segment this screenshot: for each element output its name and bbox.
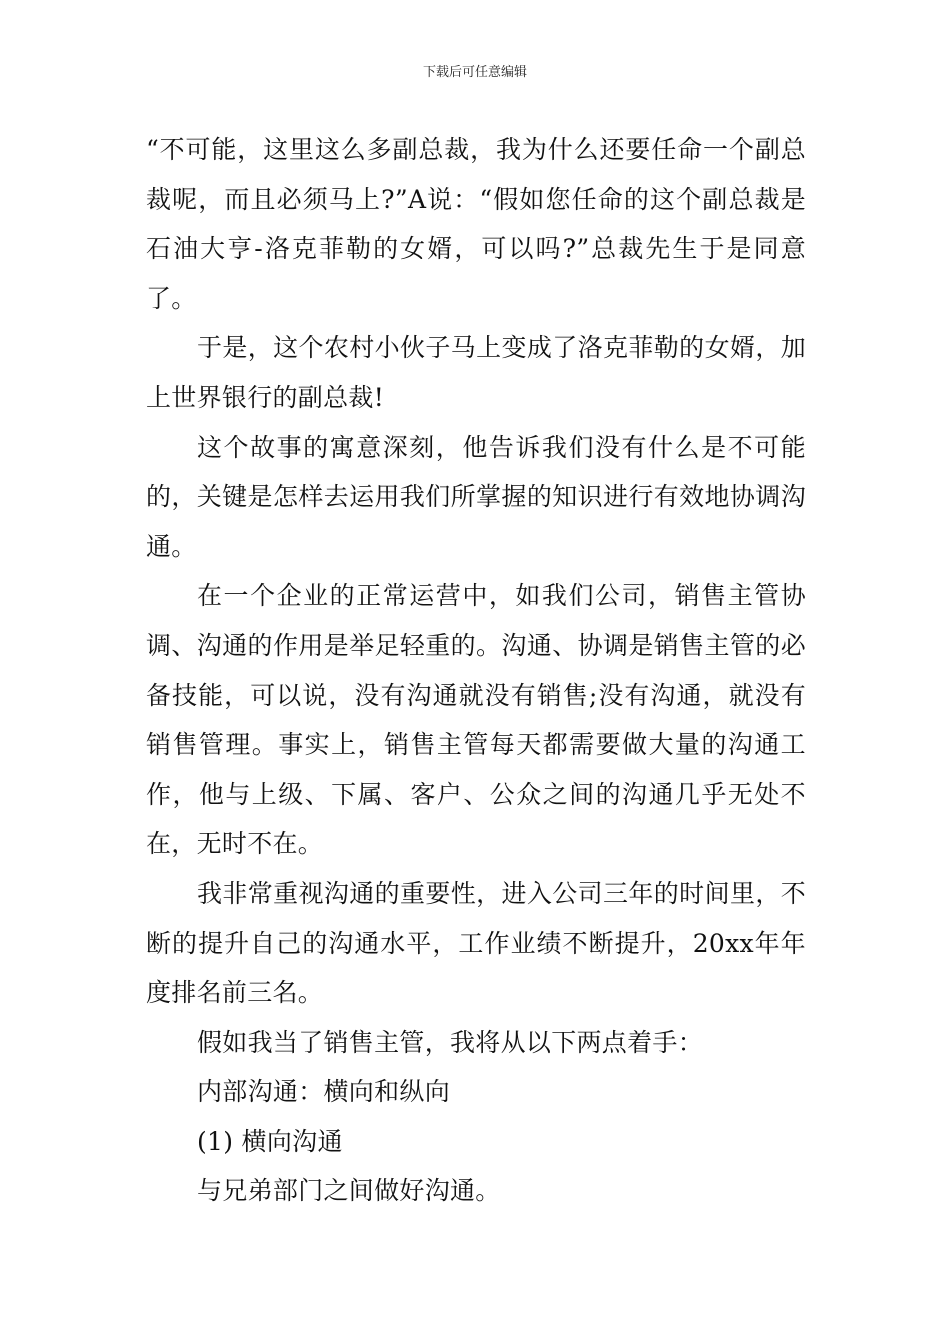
paragraph-2: 于是，这个农村小伙子马上变成了洛克菲勒的女婿，加上世界银行的副总裁!	[146, 333, 806, 412]
paragraph-5: 我非常重视沟通的重要性，进入公司三年的时间里，不断的提升自己的沟通水平，工作业绩不断提升，20xx年年度排名前三名。	[146, 878, 806, 1008]
paragraph-9: 与兄弟部门之间做好沟通。	[197, 1176, 501, 1206]
paragraph-7: 内部沟通：横向和纵向	[197, 1077, 451, 1107]
document-body	[146, 125, 806, 1216]
paragraph-1: “不可能，这里这么多副总裁，我为什么还要任命一个副总裁呢，而且必须马上?”A说：“假如您任命的这个副总裁是石油大亨-洛克菲勒的女婿，可以吗?”总裁先生于是同意了。	[146, 135, 806, 313]
paragraph-4: 在一个企业的正常运营中，如我们公司，销售主管协调、沟通的作用是举足轻重的。沟通、协调是销售主管的必备技能，可以说，没有沟通就没有销售;没有沟通，就没有销售管理。事实上，销售主管每天都需要做大量的沟通工作，他与上级、下属、客户、公众之间的沟通几乎无处不在，无时不在。	[146, 581, 806, 859]
paragraph-6: 假如我当了销售主管，我将从以下两点着手：	[197, 1027, 704, 1057]
paragraph-3: 这个故事的寓意深刻，他告诉我们没有什么是不可能的，关键是怎样去运用我们所掌握的知识进行有效地协调沟通。	[146, 432, 806, 561]
page-header: 下载后可任意编辑	[422, 65, 527, 80]
paragraph-8: (1) 横向沟通	[197, 1126, 343, 1156]
